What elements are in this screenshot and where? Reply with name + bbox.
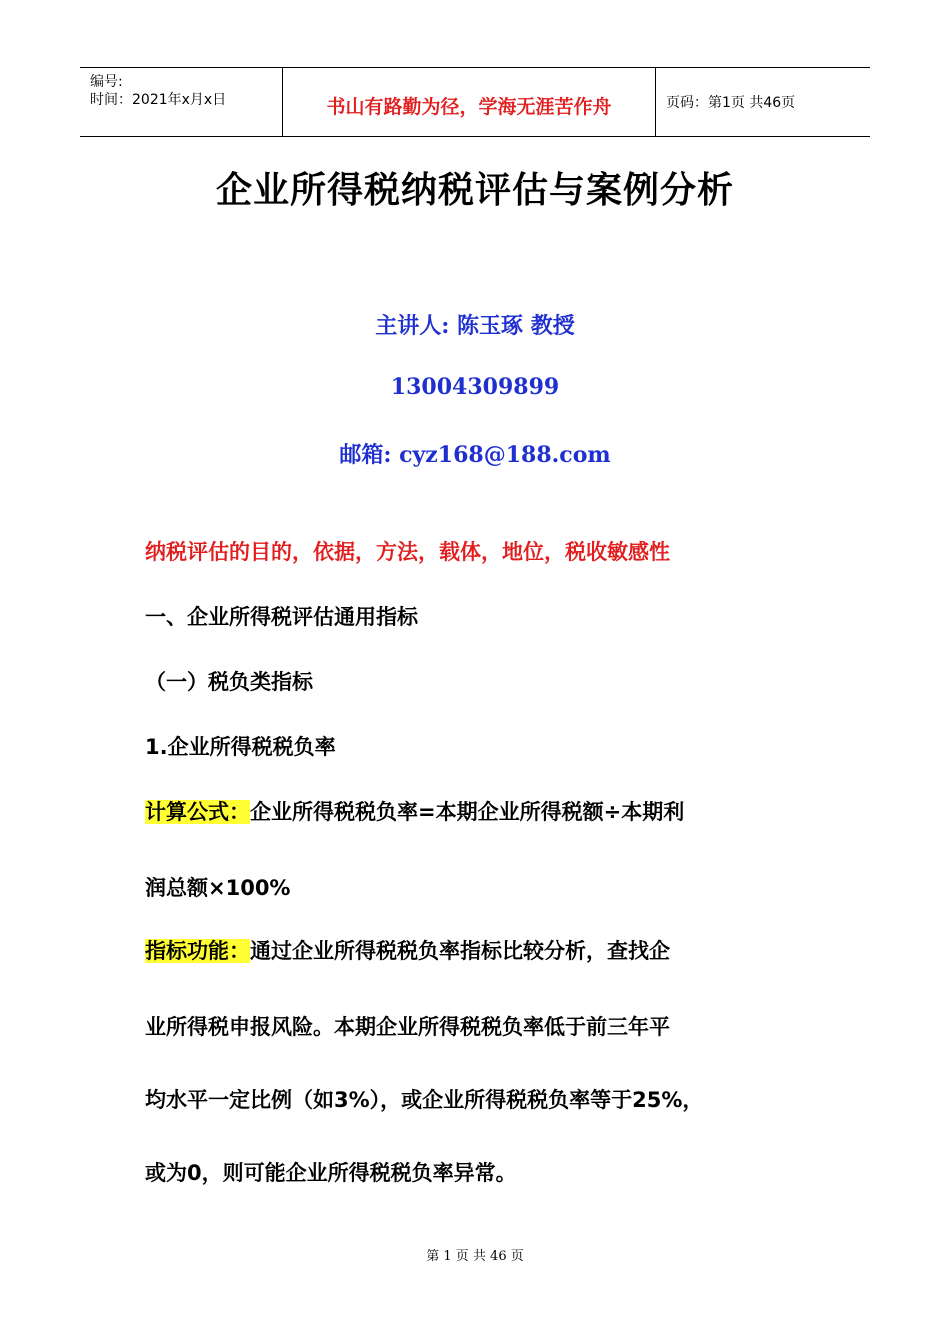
phone-number: 13004309899 xyxy=(390,374,560,400)
heading-level-2: （一）税负类指标 xyxy=(145,670,313,694)
function-line-2: 业所得税申报风险。本期企业所得税税负率低于前三年平 xyxy=(145,1015,670,1039)
page-footer: 第 1 页 共 46 页 xyxy=(426,1249,524,1264)
function-text: 通过企业所得税税负率指标比较分析，查找企 xyxy=(250,939,670,963)
function-line-3: 均水平一定比例（如3%），或企业所得税税负率等于25%， xyxy=(145,1088,704,1112)
header-left-cell xyxy=(80,68,282,136)
formula-label: 计算公式： xyxy=(145,800,250,824)
section-red-heading: 纳税评估的目的，依据，方法，载体，地位，税收敏感性 xyxy=(145,540,670,564)
header-motto: 书山有路勤为径，学海无涯苦作舟 xyxy=(326,96,612,118)
header-page-info: 页码：第1页 共46页 xyxy=(666,95,796,111)
formula-line-2: 润总额×100% xyxy=(145,876,291,900)
formula-line-1 xyxy=(145,796,805,826)
email-line: 邮箱: cyz168@188.com xyxy=(339,442,611,468)
document-number-label: 编号: xyxy=(90,74,123,90)
function-line-4: 或为0，则可能企业所得税税负率异常。 xyxy=(145,1161,517,1185)
formula-text: 企业所得税税负率=本期企业所得税额÷本期利 xyxy=(250,800,685,824)
function-label: 指标功能： xyxy=(145,939,250,963)
document-title: 企业所得税纳税评估与案例分析 xyxy=(215,170,734,211)
heading-level-1: 一、企业所得税评估通用指标 xyxy=(145,605,418,629)
speaker-line: 主讲人: 陈玉琢 教授 xyxy=(375,313,575,339)
header-middle-cell xyxy=(282,68,656,136)
function-line-1 xyxy=(145,935,805,965)
page-header xyxy=(80,67,870,137)
document-date: 时间：2021年x月x日 xyxy=(90,92,227,108)
header-right-cell xyxy=(656,68,870,136)
heading-level-3: 1.企业所得税税负率 xyxy=(145,735,336,759)
